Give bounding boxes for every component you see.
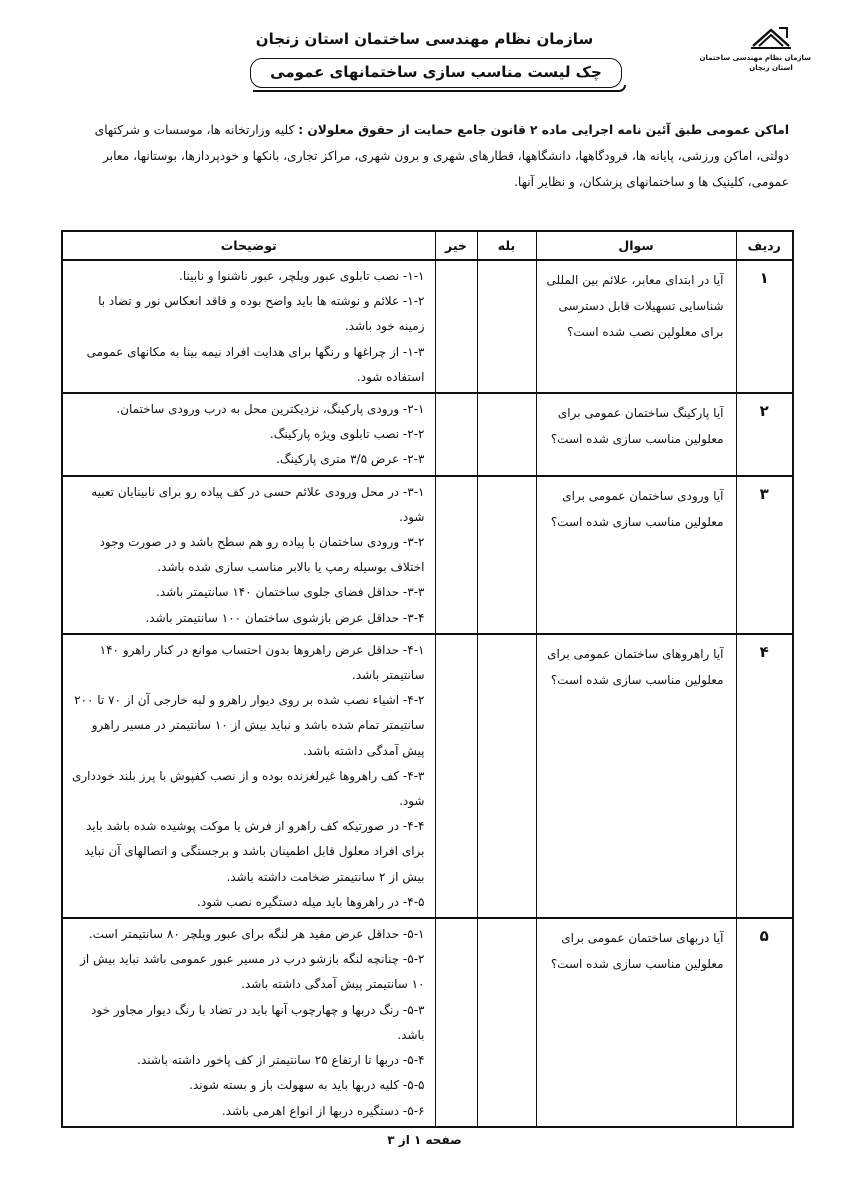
- yes-cell[interactable]: [477, 634, 536, 918]
- no-cell[interactable]: [435, 476, 477, 634]
- table-row: [62, 476, 793, 634]
- description-item: ۳-۲- ورودی ساختمان با پیاده رو هم سطح باشد و در صورت وجود اختلاف بوسیله رمپ یا بالابر مناسب سازی شده باشد.: [99, 535, 425, 575]
- description-item: ۱-۲- علائم و نوشته ها باید واضح بوده و فاقد انعکاس نور و تضاد با زمینه خود باشد.: [98, 294, 425, 334]
- description-item: ۴-۲- اشیاء نصب شده بر روی دیوار راهرو و لبه خارجی آن از ۷۰ تا ۲۰۰ سانتیمتر تمام شده باشد و نباید بیش از ۱۰ سانتیمتر در مسیر راهرو پیش آمدگی داشته باشد.: [74, 693, 425, 758]
- description-item: ۵-۱- حداقل عرض مفید هر لنگه برای عبور ویلچر ۸۰ سانتیمتر است.: [88, 927, 425, 942]
- row-question: آیا پارکینگ ساختمان عمومی برای معلولین مناسب سازی شده است؟: [536, 393, 736, 476]
- yes-cell[interactable]: [477, 393, 536, 476]
- header-row-number: ردیف: [736, 231, 793, 260]
- description-item: ۴-۵- در راهروها باید میله دستگیره نصب شود.: [197, 894, 425, 909]
- page-number: صفحه ۱ از ۳: [387, 1133, 462, 1147]
- logo-text-line1: سازمان نظام مهندسی ساختمان: [699, 54, 811, 62]
- no-cell[interactable]: [435, 260, 477, 393]
- row-number: ۲: [736, 393, 793, 476]
- yes-cell[interactable]: [477, 260, 536, 393]
- description-item: ۴-۳- کف راهروها غیرلغزنده بوده و از نصب کفپوش با پرز بلند خودداری شود.: [71, 768, 425, 809]
- description-item: ۴-۱- حداقل عرض راهروها بدون احتساب موانع در کنار راهرو ۱۴۰ سانتیمتر باشد.: [99, 642, 425, 683]
- intro-bold: اماکن عمومی طبق آئین نامه اجرایی ماده ۲ قانون جامع حمایت از حقوق معلولان :: [298, 123, 789, 137]
- yes-cell[interactable]: [477, 476, 536, 634]
- row-question: آیا دربهای ساختمان عمومی برای معلولین مناسب سازی شده است؟: [536, 918, 736, 1127]
- description-item: ۵-۳- رنگ دربها و چهارچوب آنها باید در تضاد با رنگ دیوار مجاور خود باشد.: [91, 1002, 425, 1042]
- no-cell[interactable]: [435, 918, 477, 1127]
- header-yes: بله: [477, 231, 536, 260]
- description-item: ۲-۳- عرض ۳/۵ متری پارکینگ.: [276, 452, 425, 467]
- header-no: خیر: [435, 231, 477, 260]
- description-item: ۳-۱- در محل ورودی علائم حسی در کف پیاده رو برای نابینایان تعبیه شود.: [91, 484, 425, 524]
- table-row: [62, 634, 793, 918]
- table-row: [62, 918, 793, 1127]
- description-item: ۳-۴- حداقل عرض بازشوی ساختمان ۱۰۰ سانتیمتر باشد.: [145, 610, 425, 625]
- row-question: آیا ورودی ساختمان عمومی برای معلولین مناسب سازی شده است؟: [536, 476, 736, 634]
- no-cell[interactable]: [435, 634, 477, 918]
- description-item: ۴-۴- در صورتیکه کف راهرو از فرش یا موکت پوشیده شده باشد باید برای افراد معلول قابل اطمینان باشد و برجستگی و اتصالهای آن نباید بیش از ۲ سانتیمتر ضخامت داشته باشد.: [84, 819, 425, 884]
- row-number: ۳: [736, 476, 793, 634]
- organization-title: سازمان نظام مهندسی ساختمان استان زنجان: [255, 30, 594, 48]
- row-description: [62, 393, 435, 476]
- row-description: [62, 634, 435, 918]
- row-question: آیا راهروهای ساختمان عمومی برای معلولین مناسب سازی شده است؟: [536, 634, 736, 918]
- header-question: سوال: [536, 231, 736, 260]
- header-description: توضیحات: [62, 231, 435, 260]
- intro-text: کلیه وزارتخانه ها، موسسات و شرکتهای دولتی، اماکن ورزشی، پایانه ها، فرودگاهها، دانشگاهها، قطارهای شهری و برون شهری، مراکز تجاری، بانکها و خودپردازها، بوستانها، معابر عمومی، کلینیک ها و ساختمانهای پزشکان، و نظایر آنها.: [94, 123, 789, 189]
- logo-text-line2: استان زنجان: [749, 64, 793, 72]
- row-description: [62, 918, 435, 1127]
- row-description: [62, 260, 435, 393]
- description-item: ۵-۴- دربها تا ارتفاع ۲۵ سانتیمتر از کف پاخور داشته باشند.: [137, 1053, 425, 1068]
- yes-cell[interactable]: [477, 918, 536, 1127]
- row-description: [62, 476, 435, 634]
- description-item: ۱-۳- از چراغها و رنگها برای هدایت افراد نیمه بینا به مکانهای عمومی استفاده شود.: [86, 344, 425, 384]
- description-item: ۵-۵- کلیه دربها باید به سهولت باز و بسته شوند.: [189, 1078, 425, 1093]
- description-item: ۲-۱- ورودی پارکینگ، نزدیکترین محل به درب ورودی ساختمان.: [116, 402, 425, 417]
- description-item: ۵-۲- چنانچه لنگه بازشو درب در مسیر عبور عمومی باشد نباید بیش از ۱۰ سانتیمتر پیش آمدگی داشته باشد.: [80, 952, 425, 992]
- intro-paragraph: [59, 117, 789, 195]
- no-cell[interactable]: [435, 393, 477, 476]
- table-row: [62, 260, 793, 393]
- description-item: ۲-۲- نصب تابلوی ویژه پارکینگ.: [269, 427, 425, 442]
- description-item: ۳-۳- حداقل فضای جلوی ساختمان ۱۴۰ سانتیمتر باشد.: [156, 585, 425, 600]
- table-row: [62, 393, 793, 476]
- checklist-table: [61, 230, 794, 1128]
- description-item: ۱-۱- نصب تابلوی عبور ویلچر، عبور ناشنوا و نابینا.: [179, 269, 425, 283]
- row-question: آیا در ابتدای معابر، علائم بین المللی شناسایی تسهیلات قابل دسترسی برای معلولین نصب شده است؟: [536, 260, 736, 393]
- description-item: ۵-۶- دستگیره دربها از انواع اهرمی باشد.: [221, 1103, 425, 1118]
- row-number: ۵: [736, 918, 793, 1127]
- row-number: ۱: [736, 260, 793, 393]
- checklist-title: چک لیست مناسب سازی ساختمانهای عمومی: [250, 58, 622, 88]
- row-number: ۴: [736, 634, 793, 918]
- table-header-row: [62, 231, 793, 260]
